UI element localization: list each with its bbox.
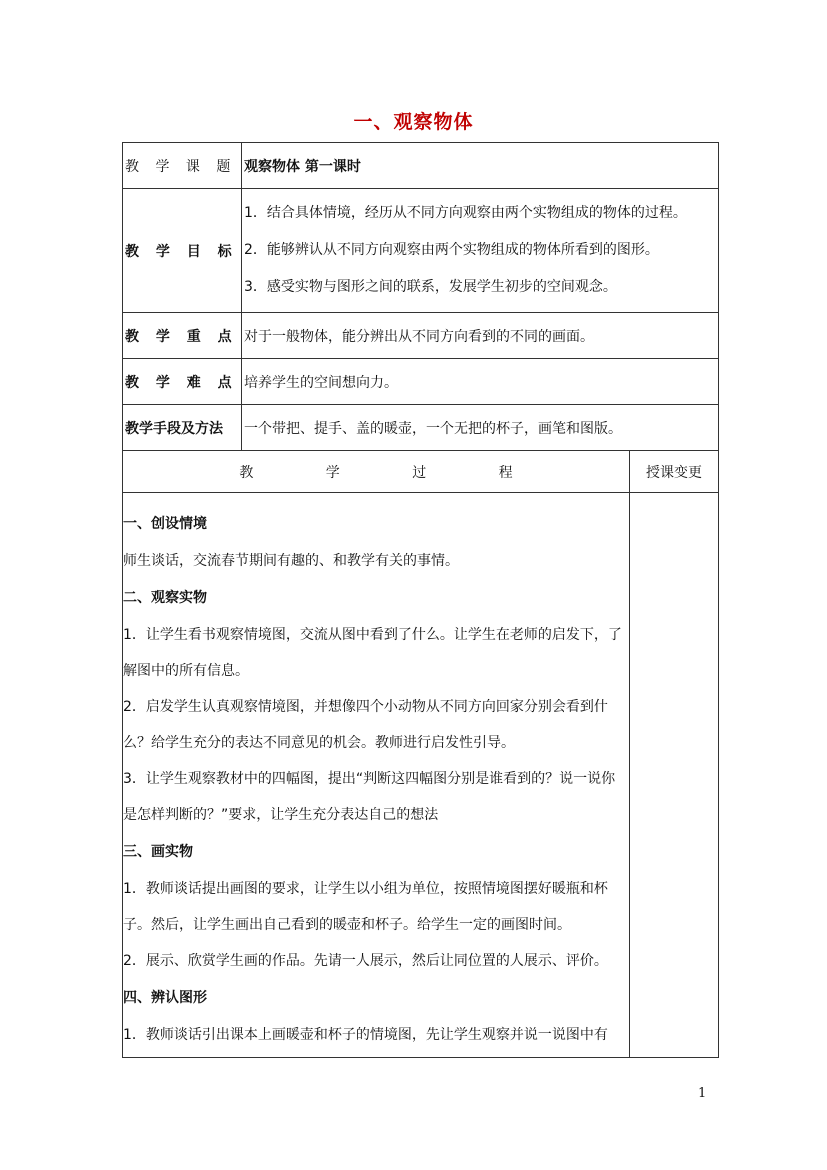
process-body-row [123, 493, 719, 1058]
process-header-char: 教 [239, 464, 254, 481]
lesson-plan-table [122, 142, 719, 1058]
difficulties-row [123, 359, 719, 405]
methods-label: 教学手段及方法 [123, 405, 242, 451]
topic-row [123, 143, 719, 189]
key-points-row [123, 313, 719, 359]
goal-item: 1．结合具体情境，经历从不同方向观察由两个实物组成的物体的过程。 [244, 205, 687, 221]
methods-value: 一个带把、提手、盖的暖壶，一个无把的杯子，画笔和图版。 [242, 405, 719, 451]
goals-row [123, 189, 719, 313]
process-paragraph: 1．让学生看书观察情境图，交流从图中看到了什么。让学生在老师的启发下，了解图中的所有信息。 [123, 627, 622, 679]
process-header-char: 学 [325, 464, 340, 481]
key-points-value: 对于一般物体，能分辨出从不同方向看到的不同的画面。 [242, 313, 719, 359]
process-header [123, 451, 630, 493]
key-points-label: 教 学 重 点 [123, 313, 242, 359]
page-title: 一、观察物体 [353, 111, 474, 133]
process-section-heading: 二、观察实物 [123, 590, 207, 606]
difficulties-value: 培养学生的空间想向力。 [242, 359, 719, 405]
process-paragraph: 1．教师谈话提出画图的要求，让学生以小组为单位，按照情境图摆好暖瓶和杯子。然后，让学生画出自己看到的暖壶和杯子。给学生一定的画图时间。 [123, 881, 608, 933]
changes-cell [630, 493, 719, 1058]
goals-label: 教 学 目 标 [123, 189, 242, 313]
methods-row [123, 405, 719, 451]
goal-item: 3．感受实物与图形之间的联系，发展学生初步的空间观念。 [244, 279, 617, 295]
process-section-heading: 三、画实物 [123, 844, 193, 860]
process-paragraph: 2．展示、欣赏学生画的作品。先请一人展示，然后让同位置的人展示、评价。 [123, 953, 608, 969]
process-section-heading: 四、辨认图形 [123, 990, 207, 1006]
difficulties-label: 教 学 难 点 [123, 359, 242, 405]
process-paragraph: 3．让学生观察教材中的四幅图，提出“判断这四幅图分别是谁看到的？说一说你是怎样判断的？”要求，让学生充分表达自己的想法 [123, 771, 616, 823]
process-section-heading: 一、创设情境 [123, 516, 207, 532]
changes-header: 授课变更 [630, 451, 719, 493]
goal-item: 2．能够辨认从不同方向观察由两个实物组成的物体所看到的图形。 [244, 242, 659, 258]
page-number: 1 [698, 1086, 707, 1101]
process-header-char: 程 [498, 464, 513, 481]
process-header-row [123, 451, 719, 493]
process-paragraph: 1．教师谈话引出课本上画暖壶和杯子的情境图，先让学生观察并说一说图中有 [123, 1027, 608, 1043]
process-content [123, 493, 630, 1058]
topic-label: 教 学 课 题 [123, 143, 242, 189]
process-paragraph: 2．启发学生认真观察情境图，并想像四个小动物从不同方向回家分别会看到什么？给学生充分的表达不同意见的机会。教师进行启发性引导。 [123, 699, 608, 751]
goals-list [242, 189, 719, 313]
process-header-char: 过 [412, 464, 427, 481]
topic-value: 观察物体 第一课时 [242, 143, 719, 189]
process-paragraph: 师生谈话，交流春节期间有趣的、和教学有关的事情。 [123, 553, 459, 569]
